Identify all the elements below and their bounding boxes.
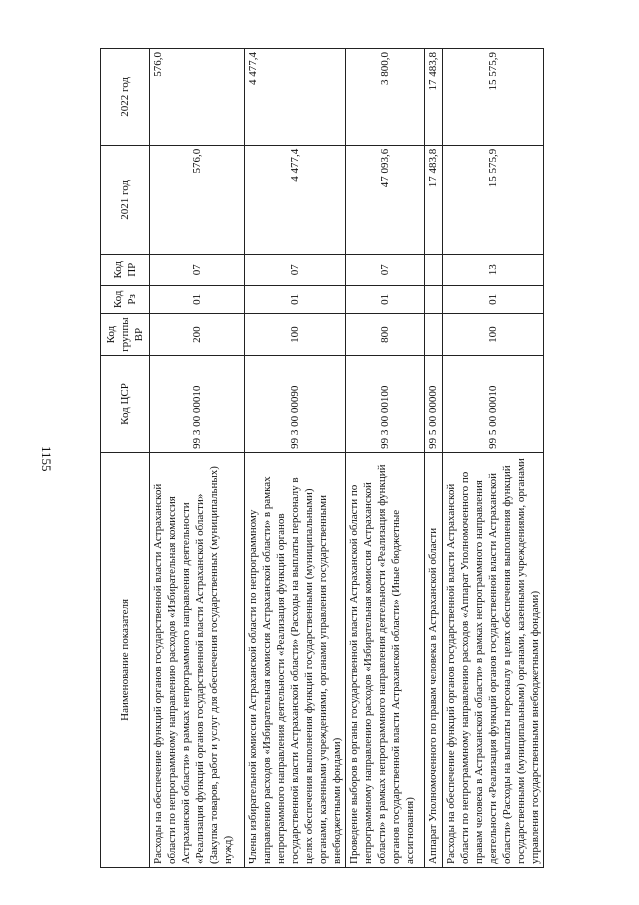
row-csr: 99 5 00 00010	[443, 356, 544, 453]
row-2022: 15 575,9	[443, 49, 544, 146]
row-pr	[425, 254, 443, 285]
row-vr	[425, 314, 443, 356]
row-2021: 15 575,9	[443, 145, 544, 254]
row-pr: 07	[346, 254, 425, 285]
row-rz: 01	[150, 285, 245, 313]
row-name: Члены избирательной комиссии Астраханской области по непрограммному направлению расходов «Избирательная комиссия Астраханской области» в рамках непрограммного направления деятельности «Реализация функций органов государственной власти Астраханской области» (Расходы на выплаты персоналу в целях обеспечения выполнения функций государственными (муниципальными) органами, казенными учреждениями, органами управления государственными внебюджетными фондами)	[245, 452, 346, 867]
row-2021: 576,0	[150, 145, 245, 254]
table-row	[443, 49, 544, 868]
row-rz: 01	[346, 285, 425, 313]
page-number: 1155	[39, 446, 54, 472]
row-rz: 01	[245, 285, 346, 313]
row-csr: 99 3 00 00100	[346, 356, 425, 453]
row-2021: 17 483,8	[425, 145, 443, 254]
table-row	[425, 49, 443, 868]
budget-table-rotated	[100, 48, 541, 868]
row-2022: 3 800,0	[346, 49, 425, 146]
header-2021: 2021 год	[101, 145, 150, 254]
row-vr: 800	[346, 314, 425, 356]
row-csr: 99 3 00 00010	[150, 356, 245, 453]
row-pr: 07	[245, 254, 346, 285]
row-2021: 47 093,6	[346, 145, 425, 254]
row-pr: 07	[150, 254, 245, 285]
header-pr: Код ПР	[101, 254, 150, 285]
table-header-row	[101, 49, 150, 868]
table-row	[150, 49, 245, 868]
header-rz: Код Рз	[101, 285, 150, 313]
row-name: Расходы на обеспечение функций органов государственной власти Астраханской области по непрограммному направлению расходов «Избирательная комиссия Астраханской области» в рамках непрограммного направления деятельности «Реализация функций органов государственной власти Астраханской области» (Закупка товаров, работ и услуг для обеспечения государственных (муниципальных) нужд)	[150, 452, 245, 867]
table-row	[346, 49, 425, 868]
row-csr: 99 3 00 00090	[245, 356, 346, 453]
row-2022: 4 477,4	[245, 49, 346, 146]
row-vr: 200	[150, 314, 245, 356]
table-row	[245, 49, 346, 868]
row-vr: 100	[245, 314, 346, 356]
row-vr: 100	[443, 314, 544, 356]
row-name: Аппарат Уполномоченного по правам человека в Астраханской области	[425, 452, 443, 867]
row-name: Расходы на обеспечение функций органов государственной власти Астраханской области по непрограммному направлению расходов «Аппарат Уполномоченного по правам человека в Астраханской области» в рамках непрограммного направления деятельности «Реализация функций органов государственной власти Астраханской области» (Расходы на выплаты персоналу в целях обеспечения выполнения функций государственными (муниципальными) органами, казенными учреждениями, органами управления государственными внебюджетными фондами)	[443, 452, 544, 867]
row-rz: 01	[443, 285, 544, 313]
row-2021: 4 477,4	[245, 145, 346, 254]
row-2022: 576,0	[150, 49, 245, 146]
row-2022: 17 483,8	[425, 49, 443, 146]
header-vr: Код группы ВР	[101, 314, 150, 356]
header-name: Наименование показателя	[101, 452, 150, 867]
row-name: Проведение выборов в органы государственной власти Астраханской области по непрограммному направлению расходов «Избирательная комиссия Астраханской области» в рамках непрограммного направления деятельности «Реализация функций органов государственной власти Астраханской области» (Иные бюджетные ассигнования)	[346, 452, 425, 867]
header-2022: 2022 год	[101, 49, 150, 146]
budget-table	[100, 48, 544, 868]
row-pr: 13	[443, 254, 544, 285]
row-rz	[425, 285, 443, 313]
row-csr: 99 5 00 00000	[425, 356, 443, 453]
header-csr: Код ЦСР	[101, 356, 150, 453]
